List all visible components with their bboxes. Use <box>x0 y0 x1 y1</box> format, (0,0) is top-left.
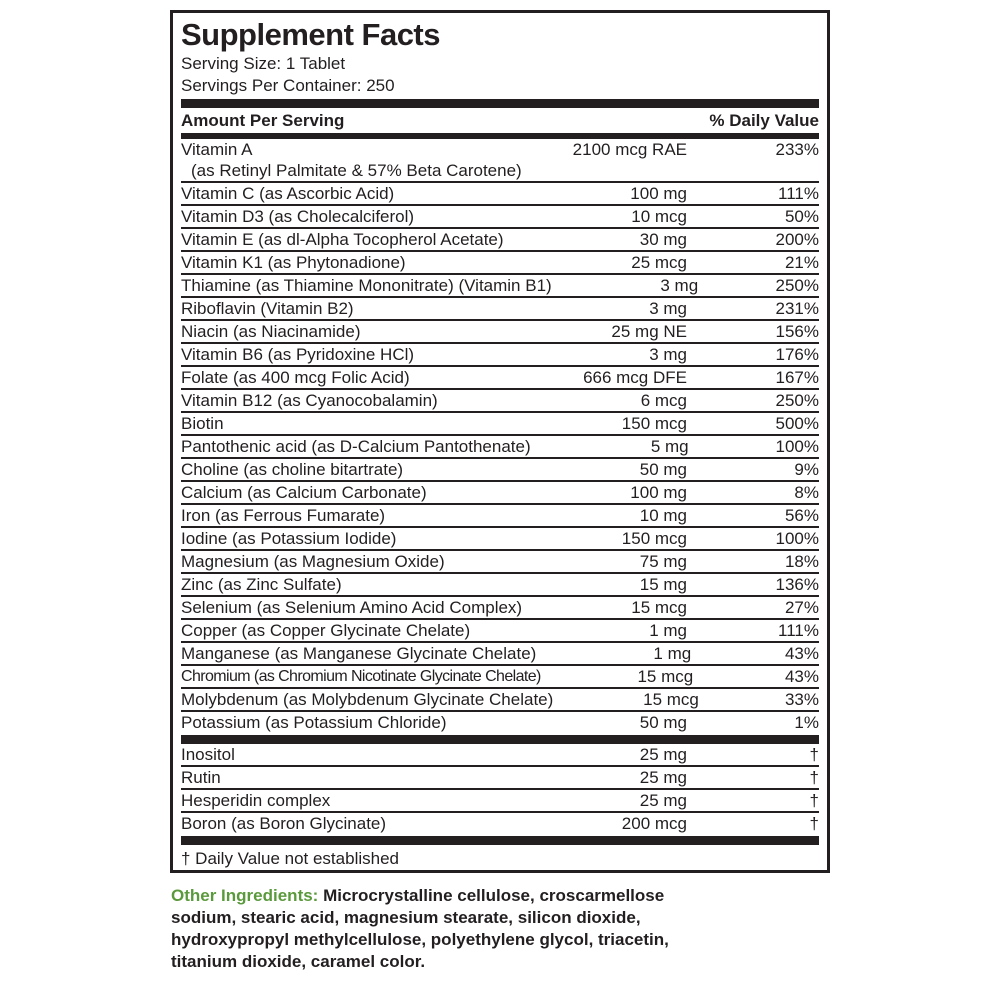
nutrient-daily-value: 167% <box>775 368 819 387</box>
nutrient-name: Potassium (as Potassium Chloride) <box>181 713 447 732</box>
nutrient-name: Vitamin B6 (as Pyridoxine HCl) <box>181 345 415 364</box>
nutrient-row <box>181 643 819 666</box>
amount-per-serving-label: Amount Per Serving <box>181 111 345 130</box>
nutrient-daily-value: 156% <box>775 322 819 341</box>
other-ingredients <box>171 885 691 973</box>
nutrient-daily-value: 18% <box>784 552 819 571</box>
nutrient-daily-value: † <box>809 791 819 810</box>
nutrient-daily-value: 200% <box>775 230 819 249</box>
panel-title: Supplement Facts <box>181 17 440 52</box>
nutrient-amount: 25 mg <box>639 791 687 810</box>
nutrient-amount: 150 mcg <box>621 529 687 548</box>
nutrient-name: Magnesium (as Magnesium Oxide) <box>181 552 445 571</box>
nutrient-amount: 3 mg <box>649 345 687 364</box>
nutrient-daily-value: 136% <box>775 575 819 594</box>
nutrient-name: Folate (as 400 mcg Folic Acid) <box>181 368 410 387</box>
nutrient-list <box>181 139 819 735</box>
nutrient-amount: 6 mcg <box>640 391 687 410</box>
nutrient-name: Hesperidin complex <box>181 791 331 810</box>
nutrient-row <box>181 367 819 390</box>
nutrient-amount: 3 mg <box>649 299 687 318</box>
nutrient-row <box>181 139 819 183</box>
supplement-facts-panel <box>170 10 830 873</box>
nutrient-amount: 25 mg <box>639 745 687 764</box>
nutrient-name: Copper (as Copper Glycinate Chelate) <box>181 621 471 640</box>
nutrient-amount: 25 mg <box>639 768 687 787</box>
nutrient-row <box>181 390 819 413</box>
nutrient-amount: 1 mg <box>649 621 687 640</box>
nutrient-amount: 1 mg <box>653 644 692 663</box>
nutrient-daily-value: 43% <box>784 644 819 663</box>
nutrient-row <box>181 767 819 790</box>
nutrient-daily-value: 111% <box>778 184 819 203</box>
nutrient-row <box>181 744 819 767</box>
nutrient-name: Boron (as Boron Glycinate) <box>181 814 387 833</box>
nutrient-amount: 25 mg NE <box>611 322 687 341</box>
nutrient-daily-value: † <box>809 745 819 764</box>
nutrient-row <box>181 229 819 252</box>
nutrient-row <box>181 813 819 836</box>
nutrient-name: Chromium (as Chromium Nicotinate Glycinate Chelate) <box>181 668 541 685</box>
nutrient-daily-value: 33% <box>784 690 819 709</box>
nutrient-name: Niacin (as Niacinamide) <box>181 322 361 341</box>
serving-size: Serving Size: 1 Tablet <box>181 54 346 73</box>
nutrient-amount: 2100 mcg RAE <box>572 140 687 159</box>
nutrient-daily-value: 8% <box>794 483 819 502</box>
nutrient-amount: 15 mcg <box>631 598 687 617</box>
divider-thick <box>181 836 819 845</box>
nutrient-name: Riboflavin (Vitamin B2) <box>181 299 354 318</box>
nutrient-row <box>181 528 819 551</box>
nutrient-daily-value: 100% <box>775 529 819 548</box>
nutrient-daily-value: 111% <box>778 621 819 640</box>
nutrient-row <box>181 574 819 597</box>
nutrient-name: Calcium (as Calcium Carbonate) <box>181 483 427 502</box>
nutrient-row <box>181 436 819 459</box>
nutrient-amount: 10 mg <box>639 506 687 525</box>
nutrient-daily-value: 56% <box>784 506 819 525</box>
nutrient-row <box>181 459 819 482</box>
nutrient-source: (as Retinyl Palmitate & 57% Beta Carotene) <box>191 161 522 180</box>
nutrient-name: Choline (as choline bitartrate) <box>181 460 404 479</box>
nutrient-daily-value: † <box>809 768 819 787</box>
nutrient-amount: 666 mcg DFE <box>583 368 687 387</box>
nutrient-amount: 15 mg <box>639 575 687 594</box>
table-header <box>181 108 819 133</box>
nutrient-row <box>181 712 819 735</box>
nutrient-row <box>181 206 819 229</box>
nutrient-daily-value: 231% <box>775 299 819 318</box>
nutrient-row <box>181 321 819 344</box>
nutrient-amount: 50 mg <box>639 460 687 479</box>
nutrient-name: Biotin <box>181 414 224 433</box>
nutrient-daily-value: 43% <box>784 667 819 686</box>
nutrient-daily-value: † <box>809 814 819 833</box>
nutrient-row <box>181 505 819 528</box>
nutrient-amount: 200 mcg <box>621 814 687 833</box>
nutrient-daily-value: 50% <box>784 207 819 226</box>
servings-per-container: Servings Per Container: 250 <box>181 76 395 95</box>
nutrient-daily-value: 21% <box>784 253 819 272</box>
nutrient-daily-value: 250% <box>775 276 819 295</box>
nutrient-amount: 15 mcg <box>643 690 699 709</box>
nutrient-name: Vitamin B12 (as Cyanocobalamin) <box>181 391 438 410</box>
nutrient-amount: 10 mcg <box>631 207 687 226</box>
nutrient-name: Inositol <box>181 745 235 764</box>
nutrient-name: Iron (as Ferrous Fumarate) <box>181 506 386 525</box>
nutrient-name: Rutin <box>181 768 221 787</box>
nutrient-amount: 25 mcg <box>631 253 687 272</box>
nutrient-row <box>181 689 819 712</box>
nutrient-row <box>181 597 819 620</box>
nutrient-row <box>181 790 819 813</box>
nutrient-name: Vitamin E (as dl-Alpha Tocopherol Acetate) <box>181 230 504 249</box>
nutrient-amount: 3 mg <box>660 276 699 295</box>
nutrient-name: Vitamin C (as Ascorbic Acid) <box>181 184 395 203</box>
nutrient-daily-value: 9% <box>794 460 819 479</box>
nutrient-name: Iodine (as Potassium Iodide) <box>181 529 397 548</box>
divider-thick <box>181 99 819 108</box>
nutrient-amount: 75 mg <box>639 552 687 571</box>
nutrient-row <box>181 482 819 505</box>
nutrient-row <box>181 666 819 689</box>
nutrient-name: Thiamine (as Thiamine Mononitrate) (Vitamin B1) <box>181 276 552 295</box>
daily-value-label: % Daily Value <box>709 111 819 130</box>
nutrient-daily-value: 250% <box>775 391 819 410</box>
nutrient-daily-value: 1% <box>794 713 819 732</box>
nutrient-name: Vitamin D3 (as Cholecalciferol) <box>181 207 415 226</box>
nutrient-name: Vitamin K1 (as Phytonadione) <box>181 253 406 272</box>
divider-thick <box>181 735 819 744</box>
nutrient-amount: 15 mcg <box>637 667 694 686</box>
nutrient-row <box>181 413 819 436</box>
nutrient-row <box>181 551 819 574</box>
nutrient-amount: 30 mg <box>639 230 687 249</box>
nutrient-name: Molybdenum (as Molybdenum Glycinate Chelate) <box>181 690 554 709</box>
nutrient-daily-value: 233% <box>775 140 819 159</box>
nutrient-daily-value: 500% <box>775 414 819 433</box>
nutrient-daily-value: 176% <box>775 345 819 364</box>
nutrient-amount: 150 mcg <box>621 414 687 433</box>
footnote: † Daily Value not established <box>181 849 399 868</box>
nutrient-row <box>181 252 819 275</box>
other-nutrient-list <box>181 744 819 836</box>
nutrient-amount: 100 mg <box>630 483 687 502</box>
nutrient-amount: 50 mg <box>639 713 687 732</box>
nutrient-row <box>181 183 819 206</box>
nutrient-name: Manganese (as Manganese Glycinate Chelate) <box>181 644 537 663</box>
other-ingredients-label: Other Ingredients: <box>171 886 319 905</box>
nutrient-daily-value: 27% <box>784 598 819 617</box>
nutrient-name: Pantothenic acid (as D-Calcium Pantothenate) <box>181 437 531 456</box>
nutrient-row <box>181 298 819 321</box>
nutrient-row <box>181 620 819 643</box>
nutrient-row <box>181 275 819 298</box>
nutrient-amount: 5 mg <box>650 437 689 456</box>
nutrient-daily-value: 100% <box>775 437 819 456</box>
nutrient-row <box>181 344 819 367</box>
other-ingredients-text: Microcrystalline cellulose, croscarmellose sodium, stearic acid, magnesium stearate, silicon dioxide, hydroxypropyl methylcellulose, polyethylene glycol, triacetin, titanium dioxide, caramel color. <box>171 886 669 971</box>
nutrient-name: Vitamin A (as Retinyl Palmitate & 57% Beta Carotene) <box>181 139 527 181</box>
nutrient-amount: 100 mg <box>630 184 687 203</box>
nutrient-name: Selenium (as Selenium Amino Acid Complex) <box>181 598 523 617</box>
nutrient-name: Zinc (as Zinc Sulfate) <box>181 575 342 594</box>
